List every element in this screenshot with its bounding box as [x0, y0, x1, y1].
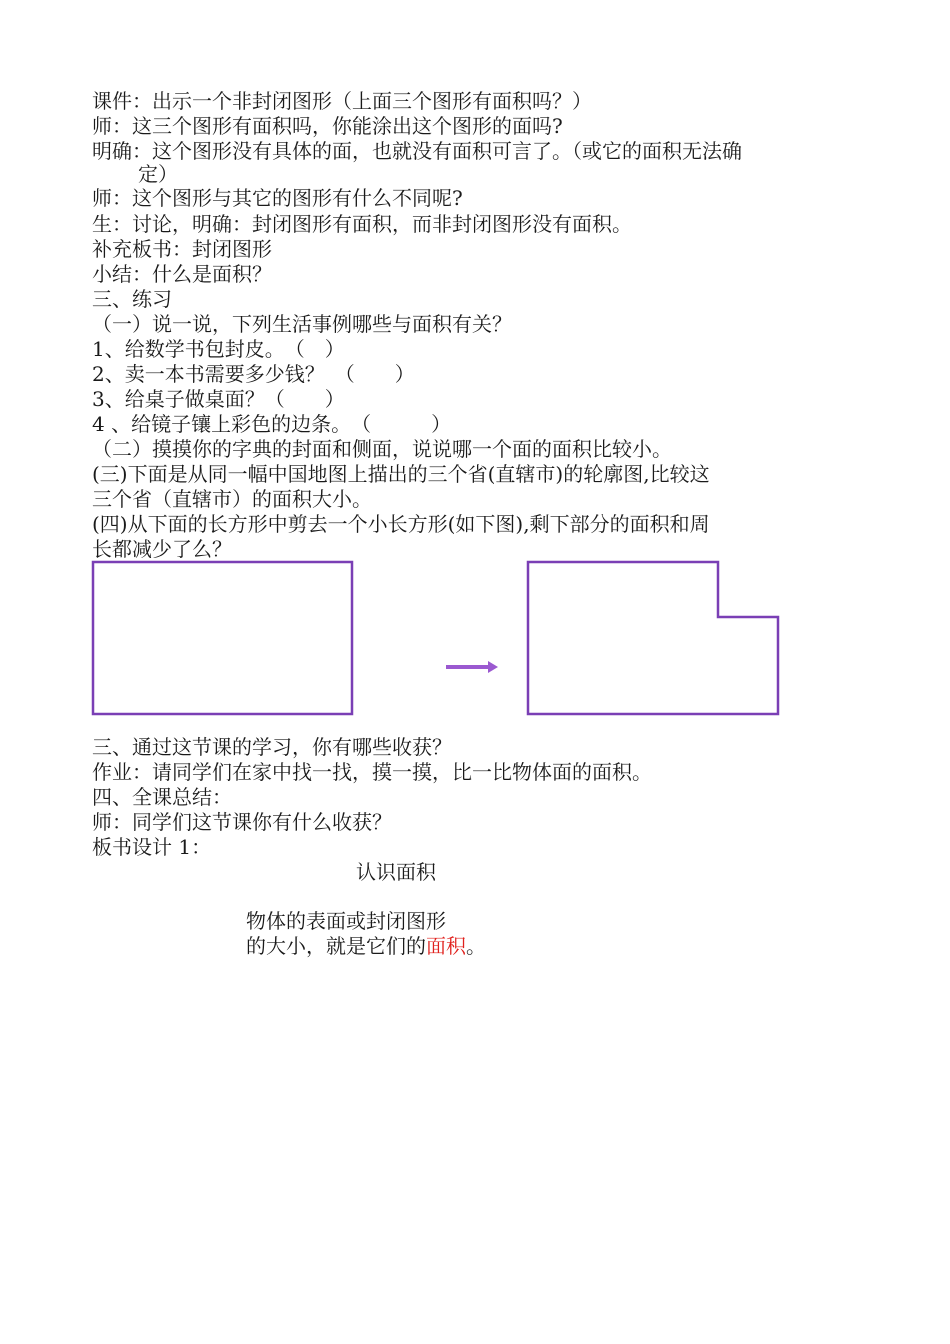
- question-4: 4 、给镜子镶上彩色的边条。 （ ）: [92, 412, 452, 436]
- text-line-4: 定）: [138, 162, 178, 186]
- board-design-label: 板书设计 1：: [92, 835, 212, 859]
- text-line-19: 长都减少了么？: [92, 537, 232, 561]
- question-1: 1、给数学书包封皮。 （ ）: [92, 337, 345, 361]
- right-arrow-icon: [446, 661, 498, 673]
- question-3: 3、给桌子做桌面？（ ）: [92, 387, 345, 411]
- question-2: 2、卖一本书需要多少钱？ （ ）: [92, 362, 415, 386]
- definition-prefix: 的大小，就是它们的: [246, 934, 426, 958]
- section-heading-review: 三、通过这节课的学习，你有哪些收获？: [92, 735, 452, 759]
- text-line-3: 明确：这个图形没有具体的面，也就没有面积可言了。（或它的面积无法确: [92, 139, 742, 163]
- board-title: 认识面积: [356, 860, 436, 884]
- text-line-5: 师：这个图形与其它的图形有什么不同呢?: [92, 186, 463, 210]
- section-heading-practice: 三、练习: [92, 287, 172, 311]
- cut-rectangle-shape: [528, 562, 778, 714]
- text-line-17: 三个省（直辖市）的面积大小。: [92, 487, 372, 511]
- section-heading-summary: 四、全课总结：: [92, 785, 232, 809]
- text-line-2: 师：这三个图形有面积吗，你能涂出这个图形的面吗?: [92, 114, 563, 138]
- text-line-16: (三)下面是从同一幅中国地图上描出的三个省(直辖市)的轮廓图,比较这: [92, 462, 710, 486]
- definition-highlight: 面积: [426, 934, 466, 958]
- definition-suffix: 。: [466, 934, 486, 958]
- text-line-6: 生：讨论，明确：封闭图形有面积，而非封闭图形没有面积。: [92, 212, 632, 236]
- text-line-1: 课件：出示一个非封闭图形（上面三个图形有面积吗？）: [92, 89, 592, 113]
- board-definition-line-2: [246, 934, 486, 958]
- text-line-7: 补充板书：封闭图形: [92, 237, 272, 261]
- homework-line: 作业：请同学们在家中找一找，摸一摸，比一比物体面的面积。: [92, 760, 652, 784]
- original-rectangle: [93, 562, 352, 714]
- text-line-8: 小结：什么是面积？: [92, 262, 272, 286]
- text-line-15: （二）摸摸你的字典的封面和侧面，说说哪一个面的面积比较小。: [92, 437, 672, 461]
- board-definition-line-1: 物体的表面或封闭图形: [246, 909, 446, 933]
- text-line-18: (四)从下面的长方形中剪去一个小长方形(如下图),剩下部分的面积和周: [92, 512, 710, 536]
- text-line-teacher: 师：同学们这节课你有什么收获？: [92, 810, 392, 834]
- text-line-10: （一）说一说，下列生活事例哪些与面积有关？: [92, 312, 512, 336]
